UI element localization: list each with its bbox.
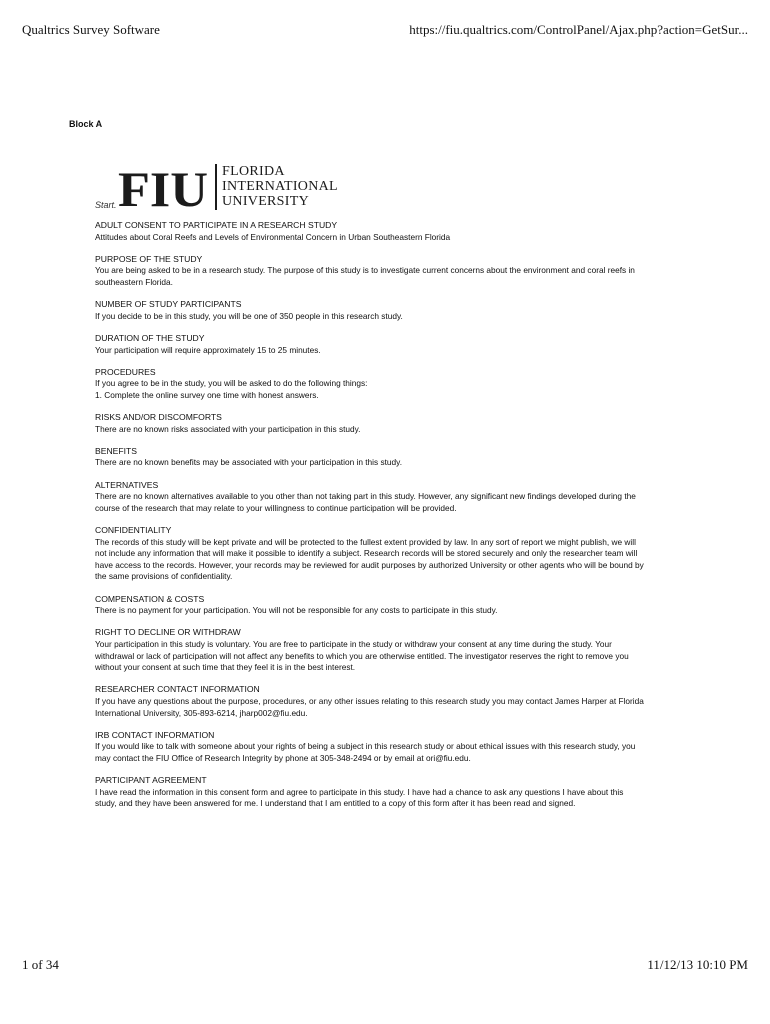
section-heading: ALTERNATIVES [95,479,159,490]
section-heading: RESEARCHER CONTACT INFORMATION [95,684,260,695]
section-heading: RIGHT TO DECLINE OR WITHDRAW [95,627,241,638]
section-text-line: There are no known alternatives available to you other than not taking part in this study. However, any significant new findings developed during the [95,491,636,502]
section-text-line: Your participation in this study is voluntary. You are free to participate in the study or withdraw your consent at any time during the study. Your [95,638,612,649]
section-text-line: There are no known benefits may be associated with your participation in this study. [95,457,402,468]
fiu-logo [95,163,395,213]
section-heading: COMPENSATION & COSTS [95,593,205,604]
section-text-line: There is no payment for your participation. You will not be responsible for any costs to participate in this study. [95,605,498,616]
section-text-line: Your participation will require approximately 15 to 25 minutes. [95,344,321,355]
section-text-line: have access to the records. However, your records may be reviewed for audit purposes by authorized University or other agents who will be bound by [95,559,644,570]
consent-section [95,525,683,583]
section-text-line: without your consent at such time that they feel it is in the best interest. [95,662,356,673]
consent-section [95,480,683,515]
consent-section [95,730,683,765]
logo-divider [215,164,217,210]
section-text-line: withdrawal or lack of participation will not affect any benefits to which you are otherwise entitled. The investigator reserves the right to remove you [95,650,629,661]
section-text-line: I have read the information in this consent form and agree to participate in this study. I have had a chance to ask any questions I have about this [95,786,624,797]
consent-section [95,684,683,719]
section-heading: PROCEDURES [95,366,156,377]
section-text-line: study, and they have been answered for me. I understand that I am entitled to a copy of this form after it has been read and signed. [95,798,576,809]
section-text-line: The records of this study will be kept private and will be protected to the fullest extent provided by law. In any sort of report we might publish, we will [95,536,636,547]
logo-line-university: UNIVERSITY [222,194,309,209]
section-text-line: Attitudes about Coral Reefs and Levels of Environmental Concern in Urban Southeastern Florida [95,231,451,242]
section-heading: DURATION OF THE STUDY [95,332,205,343]
consent-section [95,220,683,243]
fiu-logo-mark [117,165,209,209]
section-text-line: southeastern Florida. [95,276,173,287]
document-title: Qualtrics Survey Software [22,22,160,37]
consent-section [95,333,683,356]
section-heading: CONFIDENTIALITY [95,525,172,536]
section-text-line: If you decide to be in this study, you will be one of 350 people in this research study. [95,310,403,321]
logo-wordmark [222,164,338,209]
consent-section [95,627,683,673]
section-text-line: You are being asked to be in a research study. The purpose of this study is to investigate current concerns about the environment and coral reefs in [95,265,635,276]
consent-form-body [95,220,683,820]
page-number: 1 of 34 [22,957,59,972]
section-heading: RISKS AND/OR DISCOMFORTS [95,412,222,423]
logo-line-international: INTERNATIONAL [222,179,338,194]
print-datetime: 11/12/13 10:10 PM [647,957,748,972]
section-text-line: may contact the FIU Office of Research Integrity by phone at 305-348-2494 or by email at ori@fiu.edu. [95,752,471,763]
consent-section [95,254,683,289]
consent-section [95,594,683,617]
page-url: https://fiu.qualtrics.com/ControlPanel/Ajax.php?action=GetSur... [409,22,748,37]
consent-section [95,299,683,322]
fiu-logo-mark-text: FIU [118,165,208,209]
section-heading: PURPOSE OF THE STUDY [95,253,203,264]
section-text-line: International University, 305-893-6214, jharp002@fiu.edu. [95,707,308,718]
consent-section [95,446,683,469]
section-text-line: If you have any questions about the purpose, procedures, or any other issues relating to this research study you may contact James Harper at Florida [95,695,644,706]
print-header [22,22,748,38]
logo-line-florida: FLORIDA [222,164,285,179]
start-label: Start. [95,200,117,210]
section-text-line: There are no known risks associated with your participation in this study. [95,423,361,434]
section-text-line: course of the research that may relate to your willingness to continue participation will be provided. [95,502,457,513]
section-heading: ADULT CONSENT TO PARTICIPATE IN A RESEARCH STUDY [95,220,338,230]
consent-section [95,775,683,810]
section-text-line: the same provisions of confidentiality. [95,571,233,582]
section-heading: NUMBER OF STUDY PARTICIPANTS [95,299,242,310]
section-text-line: not include any information that will make it possible to identify a subject. Research records will be stored securely and only the researcher team will [95,548,638,559]
section-text-line: If you agree to be in the study, you will be asked to do the following things: [95,378,368,389]
section-heading: BENEFITS [95,445,138,456]
section-heading: PARTICIPANT AGREEMENT [95,775,207,786]
print-footer [22,957,748,973]
consent-section [95,367,683,402]
section-text-line: 1. Complete the online survey one time with honest answers. [95,389,319,400]
consent-section [95,412,683,435]
section-text-line: If you would like to talk with someone about your rights of being a subject in this research study or about ethical issues with this research study, you [95,741,636,752]
block-label: Block A [69,119,103,129]
section-heading: IRB CONTACT INFORMATION [95,729,215,740]
